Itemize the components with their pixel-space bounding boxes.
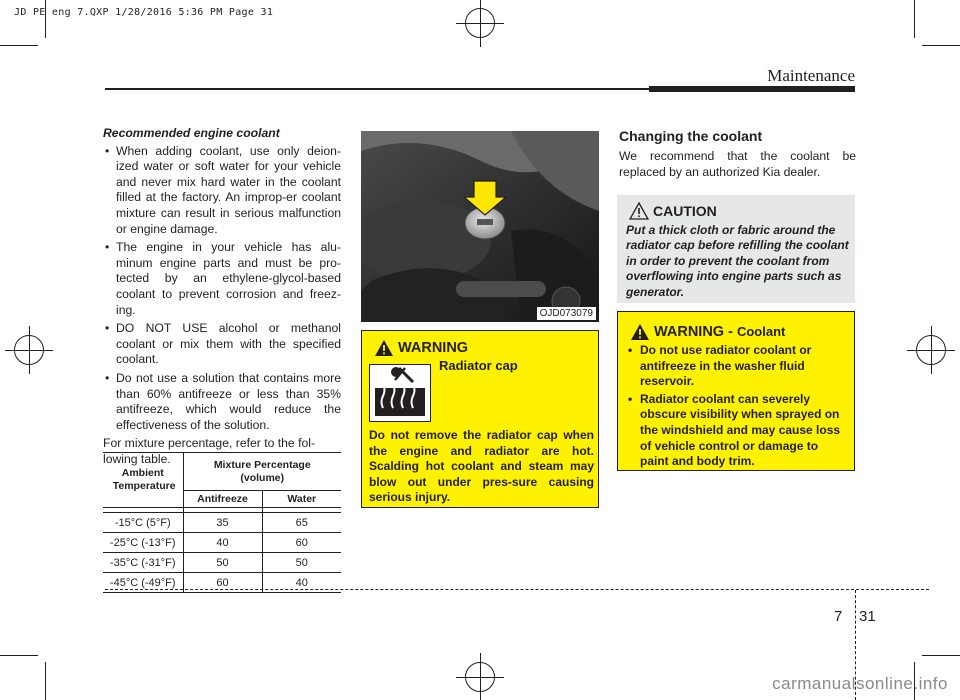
- coolant-subhead: Recommended engine coolant: [103, 126, 280, 140]
- table-cell: 65: [262, 513, 341, 533]
- chapter-number: 7: [834, 608, 843, 625]
- warning-radiator-cap: [361, 330, 599, 508]
- photo-code: OJD073079: [537, 307, 596, 320]
- crop-mark: [922, 655, 960, 656]
- warning-bullet: • Radiator coolant can severely obscure visibility when sprayed on the windshield and may cause loss of vehicle control or damage to paint and body trim.: [626, 392, 850, 470]
- table-cell: 40: [262, 573, 341, 593]
- warning-triangle-icon: [630, 323, 650, 341]
- changing-text: We recommend that the coolant be replaced by an authorized Kia dealer.: [619, 149, 856, 179]
- crop-mark: [922, 45, 960, 46]
- caution-title: CAUTION: [653, 203, 717, 219]
- warning-title: WARNING: [398, 340, 469, 356]
- coolant-bullet: • Do not use a solution that contains more than 60% antifreeze or less than 35% antifreeze, which would reduce the effectiveness of the solution.: [103, 371, 341, 433]
- table-cell: -15°C (5°F): [103, 513, 183, 533]
- radiator-cap-illustration: [361, 131, 599, 322]
- coolant-column: [103, 126, 341, 467]
- warning-title-suffix: Coolant: [736, 324, 786, 339]
- registration-mark-icon: [14, 335, 44, 365]
- warning-body: Do not remove the radiator cap when the engine and radiator are hot. Scalding hot coolant and steam may blow out under pres-sure causing serious injury.: [369, 428, 594, 505]
- section-title: Maintenance: [767, 66, 855, 85]
- crop-mark: [45, 662, 46, 700]
- print-slug: JD PE eng 7.QXP 1/28/2016 5:36 PM Page 31: [14, 7, 274, 18]
- table-cell: 50: [183, 553, 262, 573]
- table-header-antifreeze: Antifreeze: [183, 491, 262, 508]
- changing-heading: Changing the coolant: [619, 128, 763, 144]
- watermark: carmanualsonline.info: [772, 674, 948, 693]
- caution-body: Put a thick cloth or fabric around the radiator cap before refilling the coolant in order to prevent the coolant from overflowing into engine parts such as generator.: [626, 223, 849, 299]
- crop-mark: [0, 45, 38, 46]
- page-number: 31: [859, 608, 876, 625]
- coolant-tail: For mixture percentage, refer to the fol-lowing table.: [103, 436, 316, 466]
- crop-mark: [914, 0, 915, 38]
- table-header-water: Water: [262, 491, 341, 508]
- table-cell: 60: [183, 573, 262, 593]
- table-row: [103, 513, 341, 533]
- caution-triangle-icon: [629, 202, 649, 220]
- table-cell: 60: [262, 533, 341, 553]
- table-row: [103, 553, 341, 573]
- table-cell: 35: [183, 513, 262, 533]
- warning-title: [654, 324, 785, 340]
- hot-coolant-icon: [369, 364, 431, 422]
- registration-mark-icon: [465, 662, 495, 692]
- registration-mark-icon: [916, 335, 946, 365]
- table-cell: -25°C (-13°F): [103, 533, 183, 553]
- caution-box: [617, 195, 855, 303]
- warning-body: [626, 343, 850, 472]
- coolant-bullet: • DO NOT USE alcohol or methanol coolant or mix them with the specified coolant.: [103, 321, 341, 368]
- table-cell: 50: [262, 553, 341, 573]
- table-row: [103, 533, 341, 553]
- crop-mark: [0, 655, 38, 656]
- table-cell: -45°C (-49°F): [103, 573, 183, 593]
- warning-title-text: WARNING -: [654, 324, 733, 340]
- header-rule: [105, 88, 649, 90]
- changing-coolant-section: [619, 128, 856, 180]
- warning-bullet: • Do not use radiator coolant or antifreeze in the washer fluid reservoir.: [626, 343, 850, 390]
- table-cell: 40: [183, 533, 262, 553]
- table-header-ambient: Ambient Temperature: [103, 453, 183, 508]
- engine-bay-photo: [361, 131, 599, 322]
- warning-coolant: [617, 311, 855, 471]
- footer-rule: [105, 589, 929, 590]
- coolant-bullet: • When adding coolant, use only deion-ized water or soft water for your vehicle and never mix hard water in the coolant filled at the factory. An improp-er coolant mixture can result in serious malfunction or engine damage.: [103, 144, 341, 238]
- registration-mark-icon: [465, 8, 495, 38]
- crop-mark: [45, 0, 46, 38]
- table-header-mixture: Mixture Percentage (volume): [183, 453, 341, 491]
- warning-subtitle: Radiator cap: [439, 358, 518, 373]
- header-bar: [649, 86, 855, 92]
- warning-triangle-icon: [374, 339, 394, 357]
- coolant-bullet: • The engine in your vehicle has alu-minum engine parts and must be pro-tected by an ethylene-glycol-based coolant to prevent corrosion and freez-ing.: [103, 240, 341, 318]
- mixture-table: [103, 452, 341, 593]
- table-cell: -35°C (-31°F): [103, 553, 183, 573]
